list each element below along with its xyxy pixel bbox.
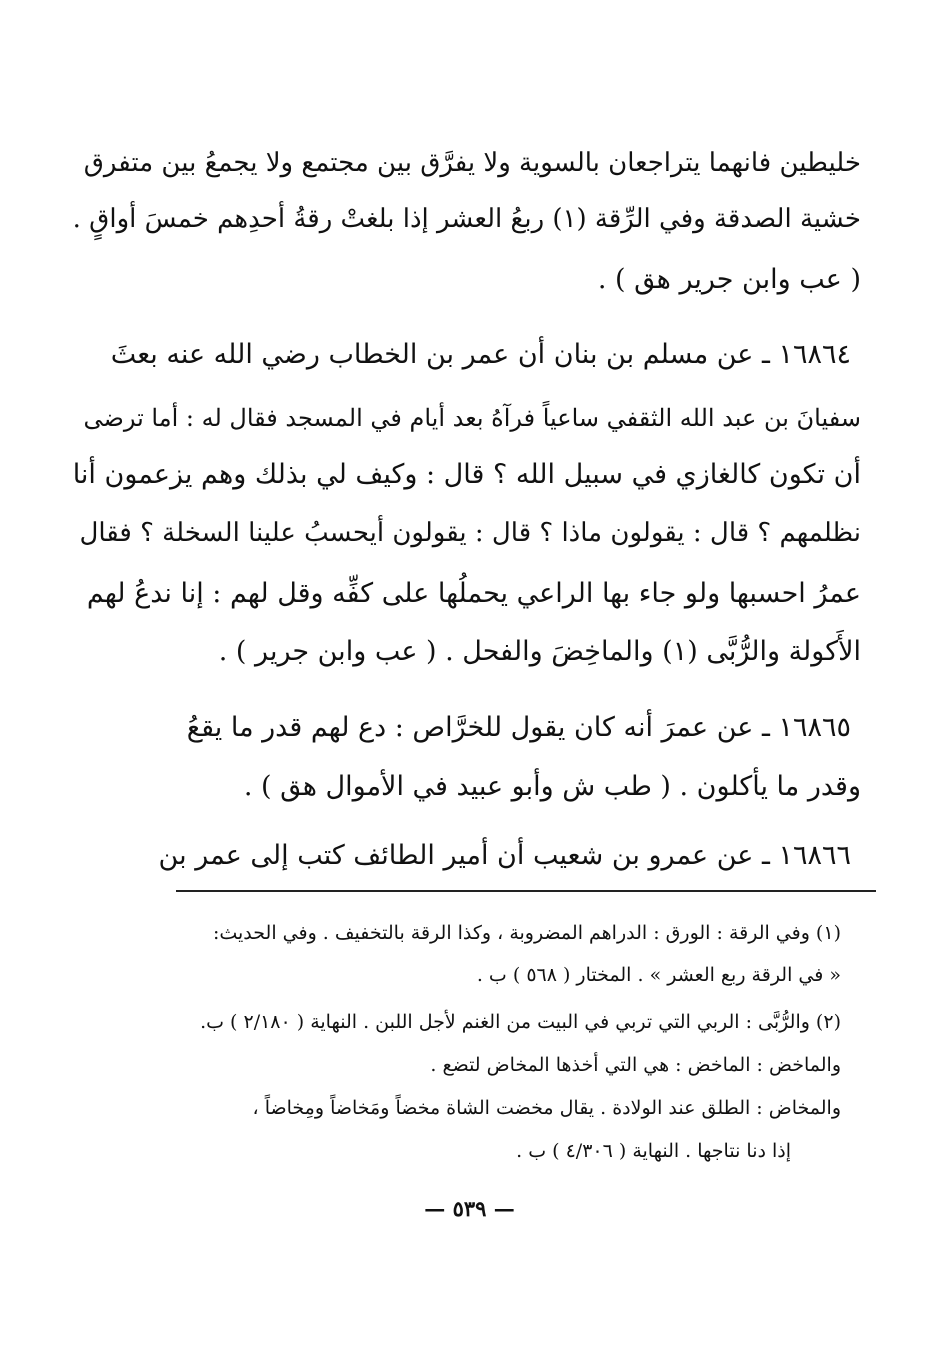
footnote-2: (٢) والرُّبَّى : الربي التي تربي في البيت من الغنم لأجل اللبن . النهاية ( ٢/١٨٠ ) ب. bbox=[200, 1011, 841, 1033]
text-line: وقدر ما يأكلون . ( طب ش وأبو عبيد في الأموال هق ) . bbox=[243, 771, 861, 802]
text-line: الأَكولة والرُّبَّى (١) والماخِضَ والفحل . ( عب وابن جرير ) . bbox=[218, 636, 861, 667]
text-line: نظلمهم ؟ قال : يقولون ماذا ؟ قال : يقولون أيحسبُ علينا السخلة ؟ فقال bbox=[79, 518, 861, 548]
text-line: أن تكون كالغازي في سبيل الله ؟ قال : وكيف لي بذلك وهم يزعمون أنا bbox=[72, 459, 861, 490]
footnote-1: (١) وفي الرقة : الورق : الدراهم المضروبة ، وكذا الرقة بالتخفيف . وفي الحديث: bbox=[212, 922, 841, 944]
page-number: — ٥٣٩ — bbox=[424, 1196, 515, 1221]
footnote-separator bbox=[176, 890, 876, 892]
text-line: ( عب وابن جرير هق ) . bbox=[597, 264, 861, 295]
text-line: خليطين فانهما يتراجعان بالسوية ولا يفرَّق بين مجتمع ولا يجمعُ بين متفرق bbox=[83, 148, 861, 178]
text-line: خشية الصدقة وفي الرِّقة (١) ربعُ العشر إذا بلغتْ رقةُ أحدِهم خمسَ أواقٍ . bbox=[72, 204, 861, 234]
footnote-2-continuation: والماخض : الماخض : هي التي أخذها المخاض لتضع . bbox=[430, 1054, 841, 1076]
hadith-16865-first-line: ١٦٨٦٥ ـ عن عمرَ أنه كان يقول للخرَّاص : دع لهم قدر ما يقعُ bbox=[186, 712, 851, 743]
hadith-16866-first-line: ١٦٨٦٦ ـ عن عمرو بن شعيب أن أمير الطائف كتب إلى عمر بن bbox=[158, 840, 851, 871]
footnote-2-continuation: إذا دنا نتاجها . النهاية ( ٤/٣٠٦ ) ب . bbox=[516, 1140, 791, 1162]
text-line: سفيانَ بن عبد الله الثقفي ساعياً فرآهُ بعد أيام في المسجد فقال له : أما ترضى bbox=[83, 404, 861, 432]
footnote-2-continuation: والمخاض : الطلق عند الولادة . يقال مخضت الشاة مخضاً ومَخاضاً ومِخاضاً ، bbox=[252, 1097, 841, 1119]
hadith-16864-first-line: ١٦٨٦٤ ـ عن مسلم بن بنان أن عمر بن الخطاب رضي الله عنه بعثَ bbox=[110, 339, 851, 370]
text-line: عمرُ احسبها ولو جاء بها الراعي يحملُها على كفِّه وقل لهم : إنا ندعُ لهم bbox=[86, 578, 861, 609]
footnote-1-continuation: « في الرقة ربع العشر » . المختار ( ٥٦٨ ) ب . bbox=[476, 964, 841, 986]
